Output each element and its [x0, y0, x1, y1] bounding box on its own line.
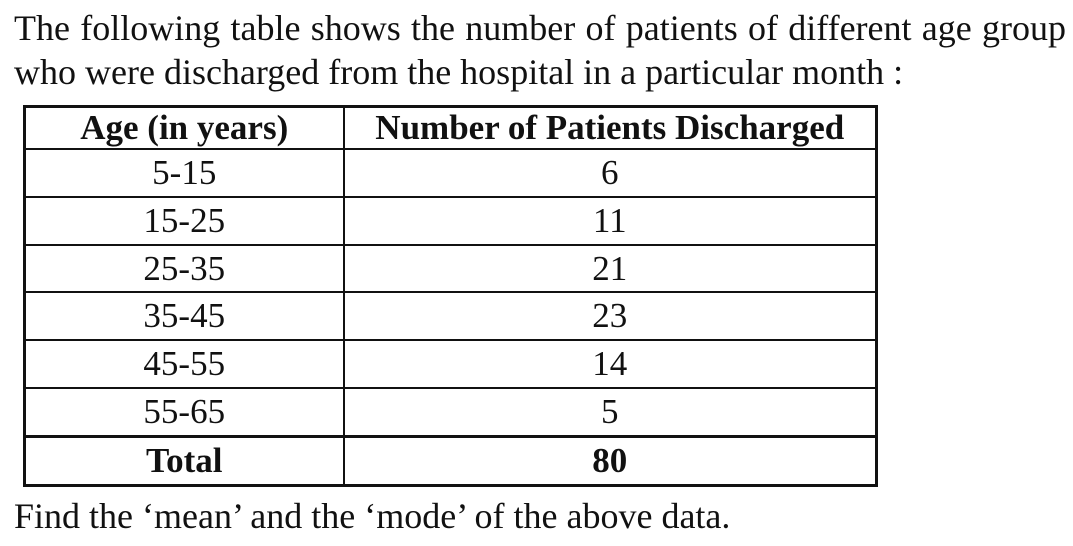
age-cell: 25-35	[25, 245, 344, 293]
patients-cell: 21	[344, 245, 877, 293]
patients-cell: 23	[344, 292, 877, 340]
intro-line-2: who were discharged from the hospital in a particular month :	[14, 52, 904, 92]
age-cell: 15-25	[25, 197, 344, 245]
table-row	[25, 388, 877, 436]
age-cell: 45-55	[25, 340, 344, 388]
age-cell: 55-65	[25, 388, 344, 436]
age-cell: 5-15	[25, 149, 344, 197]
table-row	[25, 245, 877, 293]
patients-cell: 5	[344, 388, 877, 436]
total-value: 80	[344, 436, 877, 485]
age-cell: 35-45	[25, 292, 344, 340]
question-text: Find the ‘mean’ and the ‘mode’ of the above data.	[14, 496, 731, 536]
table-row	[25, 292, 877, 340]
table-row	[25, 340, 877, 388]
problem-intro	[14, 6, 1066, 94]
header-age: Age (in years)	[25, 107, 344, 150]
table-row	[25, 197, 877, 245]
patients-cell: 6	[344, 149, 877, 197]
intro-line-1: The following table shows the number of patients of different age group	[14, 8, 1066, 48]
patients-table	[23, 105, 878, 487]
total-row	[25, 436, 877, 485]
table-header-row	[25, 107, 877, 150]
total-label: Total	[25, 436, 344, 485]
patients-cell: 11	[344, 197, 877, 245]
table-row	[25, 149, 877, 197]
patients-cell: 14	[344, 340, 877, 388]
header-patients: Number of Patients Discharged	[344, 107, 877, 150]
